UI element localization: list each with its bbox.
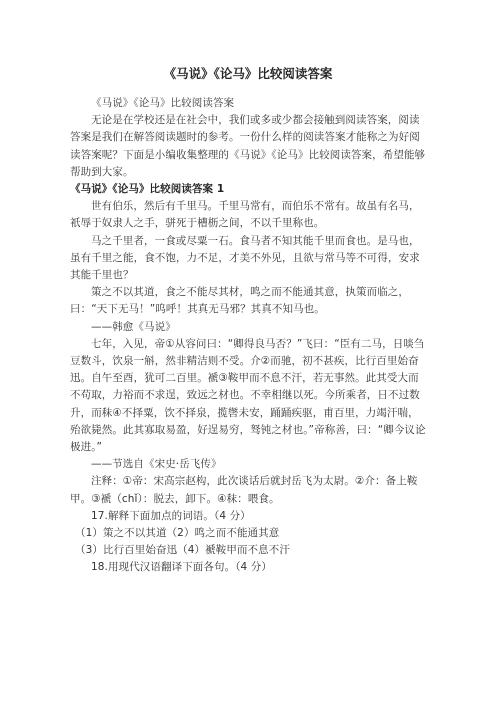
document-title: 《马说》《论马》比较阅读答案 [163,66,333,81]
question-17: 17.解释下面加点的词语。（4 分） [91,509,251,522]
annotation-paragraph: 注释：①帝：宋高宗赵构，此次谈话后就封岳飞为太尉。②介：备上鞍甲。③褫（chǐ）：脱去，卸下。④秣：喂食。 [70,475,418,505]
source-attribution: ——节选自《宋史·岳飞传》 [91,458,222,471]
question-item: （3）比行百里始奋迅（4）褫鞍甲而不息不汗 [75,544,290,557]
section-heading: 《马说》《论马》比较阅读答案 1 [70,183,225,196]
source-attribution: ——韩愈《马说》 [91,320,176,333]
question-18: 18.用现代汉语翻译下面各句。（4 分） [91,561,272,574]
intro-paragraph: 无论是在学校还是在社会中，我们或多或少都会接触到阅读答案，阅读答案是我们在解答阅读题时的参考。一份什么样的阅读答案才能称之为好阅读答案呢？下面是小编收集整理的《马说》《论马》比较阅读答案，希望能够帮助到大家。 [70,114,426,178]
text-paragraph: 策之不以其道，食之不能尽其材，鸣之而不能通其意，执策而临之，曰：“天下无马！”呜呼！其真无马邪？其真不知马也。 [70,286,409,316]
text-paragraph: 七年，入见，帝①从容问曰：“卿得良马否？”飞曰：“臣有二马，日啖刍豆数斗，饮泉一斛，然非精洁则不受。介②而驰，初不甚疾，比行百里始奋迅。自午至酉，犹可二百里。褫③鞍甲而不息不汗，若无事然。此其受大而不苟取，力裕而不求逞，致远之材也。不幸相继以死。今所乘者，日不过数升，而秣④不择粟，饮不择泉，揽辔未安，踊踊疾驱，甫百里，力竭汗喘，殆欲毙然。此其寡取易盈，好逞易穷，驽钝之材也。”帝称善，曰：“卿今议论极进。” [70,337,426,454]
text-paragraph: 世有伯乐，然后有千里马。千里马常有，而伯乐不常有。故虽有名马，祇辱于奴隶人之手，骈死于槽枥之间，不以千里称也。 [70,200,420,230]
document-body [70,95,426,577]
question-item: （1）策之不以其道（2）鸣之而不能通其意 [75,527,280,540]
subtitle-paragraph: 《马说》《论马》比较阅读答案 [91,97,235,109]
text-paragraph: 马之千里者，一食或尽粟一石。食马者不知其能千里而食也。是马也，虽有千里之能，食不饱，力不足，才美不外见，且欲与常马等不可得，安求其能千里也？ [70,234,420,282]
